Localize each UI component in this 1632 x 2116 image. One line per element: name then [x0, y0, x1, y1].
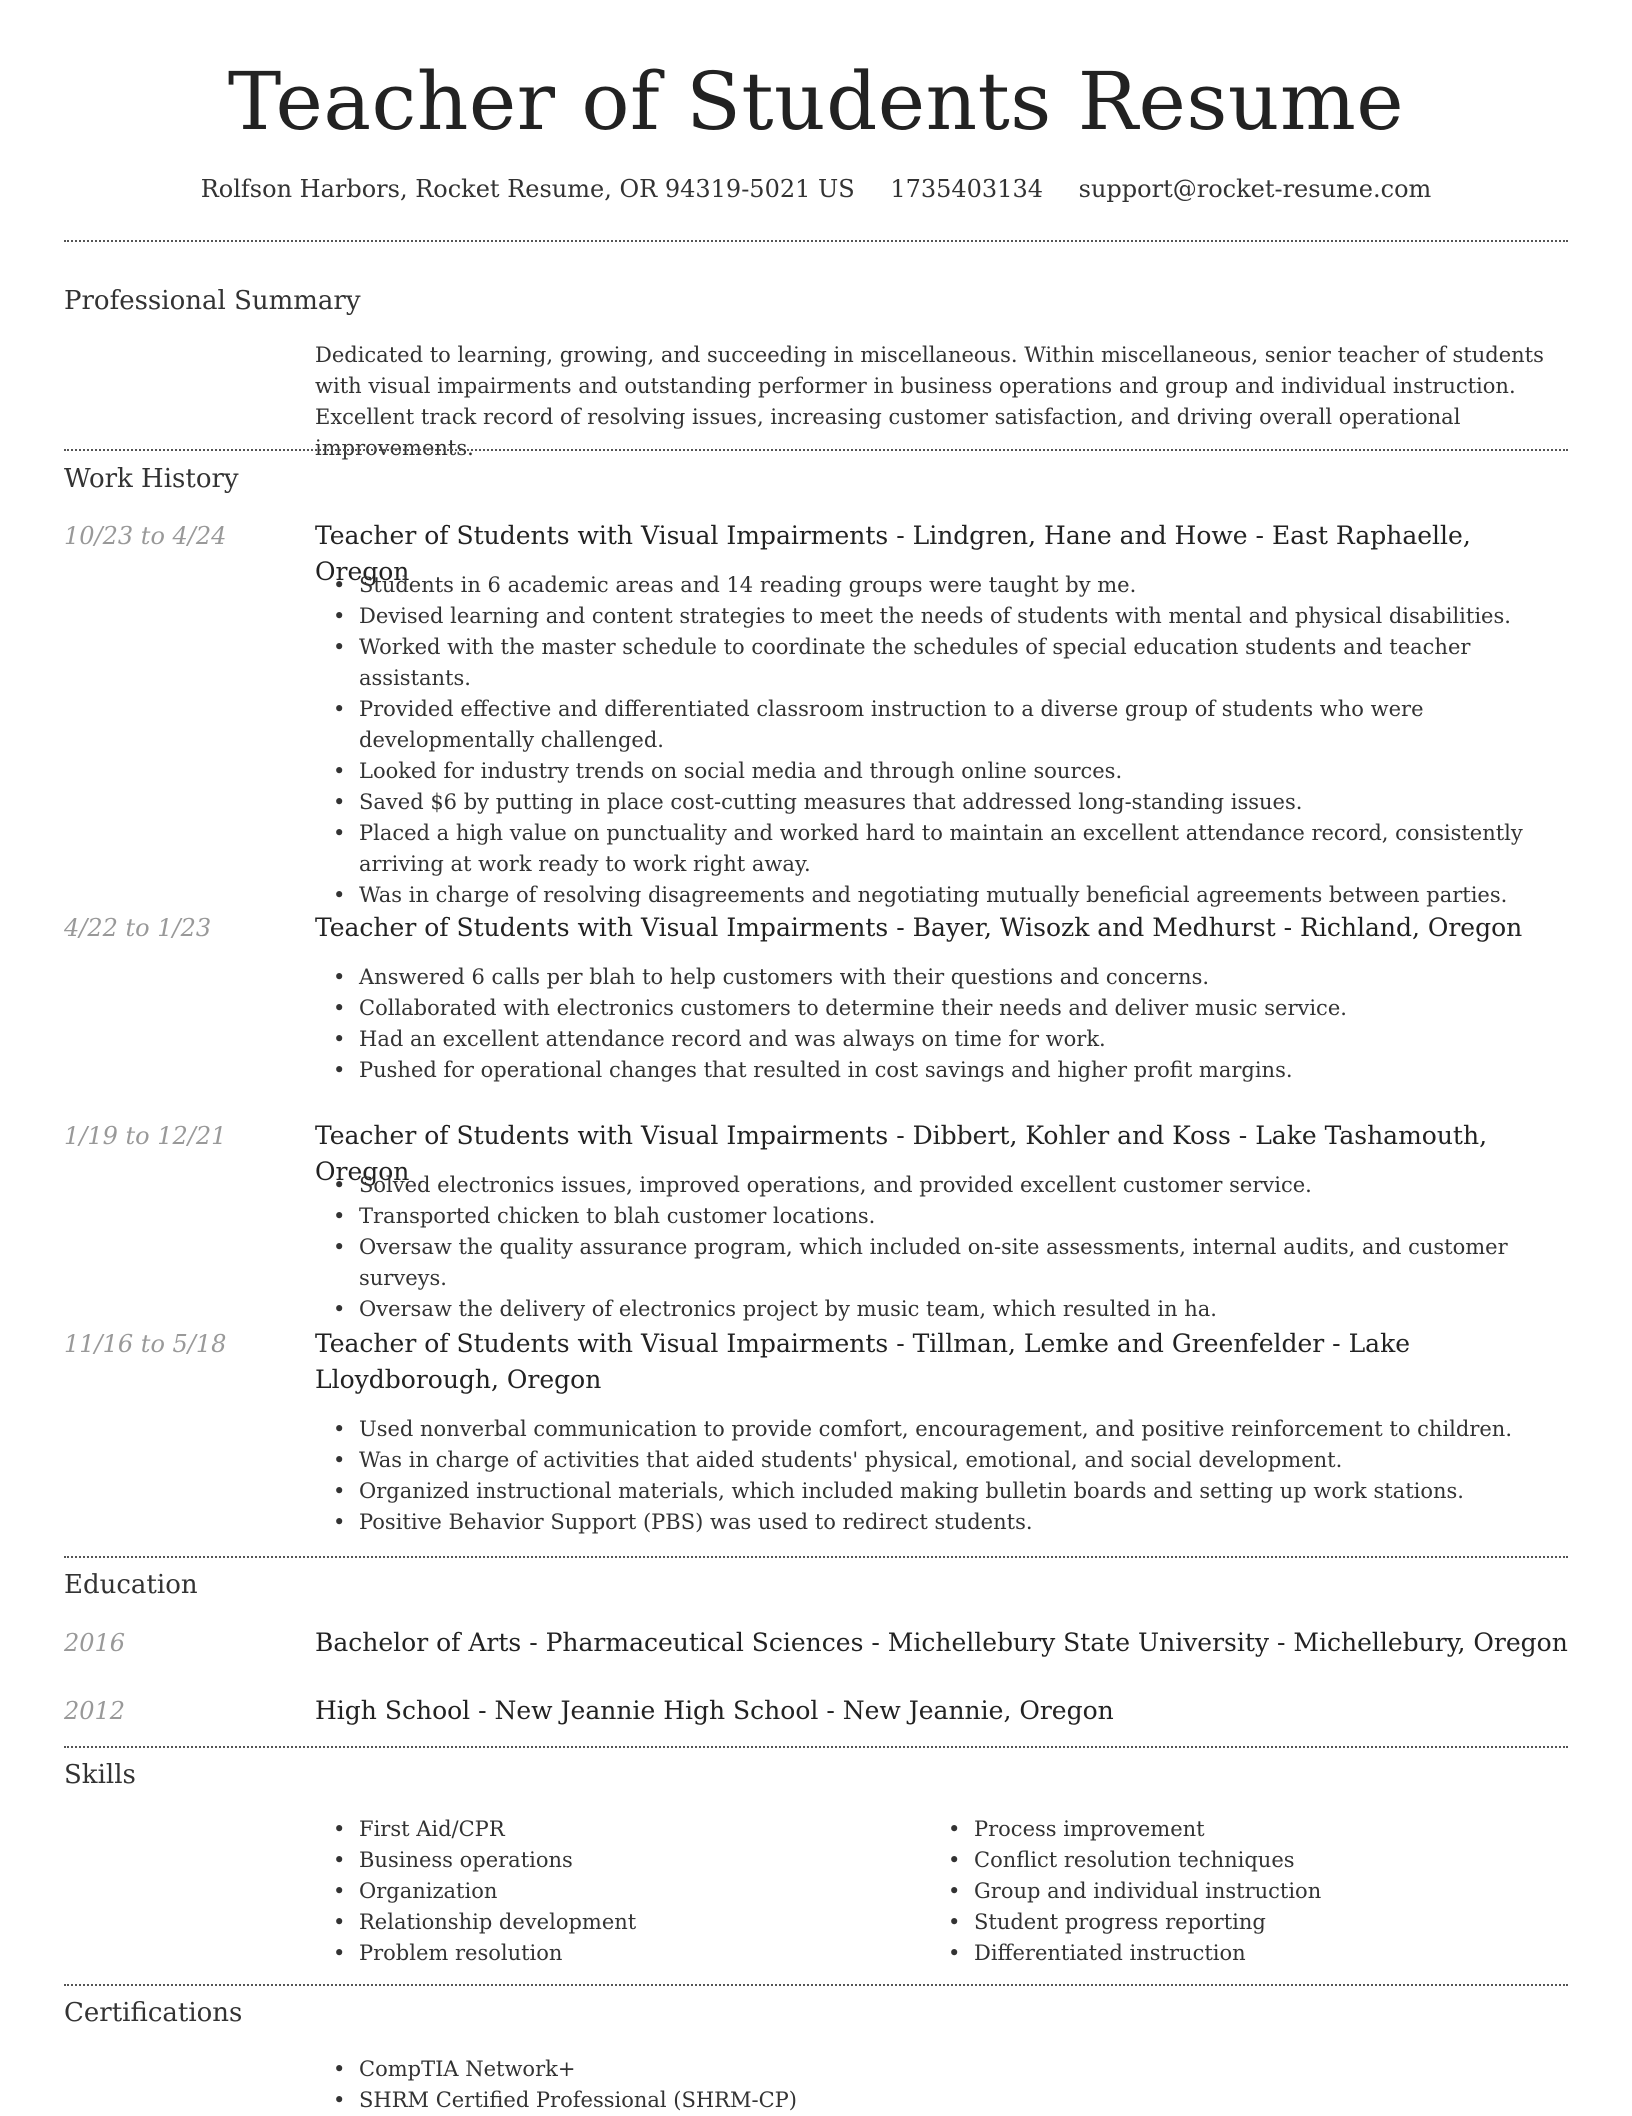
list-item: • Answered 6 calls per blah to help customers with their questions and concerns.: [359, 962, 1568, 993]
section-divider: [64, 240, 1568, 242]
list-item: • Organized instructional materials, which included making bulletin boards and setting up work stations.: [359, 1476, 1568, 1507]
education-year: 2012: [64, 1697, 126, 1725]
job-title: Teacher of Students with Visual Impairments - Dibbert, Kohler and Koss - Lake Tashamouth, Oregon: [315, 1121, 1488, 1186]
list-item: • Had an excellent attendance record and was always on time for work.: [359, 1024, 1568, 1055]
job-dates: 4/22 to 1/23: [64, 914, 212, 942]
skills-list-right: [930, 1814, 1550, 1969]
contact-info: [0, 172, 1632, 206]
list-item: • Transported chicken to blah customer locations.: [359, 1201, 1568, 1232]
job-bullets: [315, 1170, 1568, 1325]
section-divider: [64, 449, 1568, 451]
list-item: • Group and individual instruction: [974, 1876, 1550, 1907]
list-item: • Oversaw the delivery of electronics project by music team, which resulted in ha.: [359, 1294, 1568, 1325]
job-title: Teacher of Students with Visual Impairments - Bayer, Wisozk and Medhurst - Richland, Oregon: [315, 913, 1523, 942]
section-divider: [64, 1984, 1568, 1986]
list-item: • Conflict resolution techniques: [974, 1845, 1550, 1876]
certifications-list: [315, 2054, 1568, 2116]
list-item: • Student progress reporting: [974, 1907, 1550, 1938]
list-item: • Differentiated instruction: [974, 1938, 1550, 1969]
job-dates: 1/19 to 12/21: [64, 1122, 227, 1150]
certifications-heading: Certifications: [64, 1998, 243, 2028]
list-item: • Devised learning and content strategies to meet the needs of students with mental and physical disabilities.: [359, 601, 1568, 632]
work-history-heading: Work History: [64, 464, 239, 494]
education-entry: High School - New Jeannie High School - New Jeannie, Oregon: [315, 1696, 1114, 1725]
list-item: • Saved $6 by putting in place cost-cutting measures that addressed long-standing issues.: [359, 787, 1568, 818]
list-item: • Positive Behavior Support (PBS) was used to redirect students.: [359, 1507, 1568, 1538]
list-item: • CompTIA Network+: [359, 2054, 1568, 2085]
job-dates: 11/16 to 5/18: [64, 1330, 227, 1358]
job-bullets: [315, 1414, 1568, 1538]
skills-list-left: [315, 1814, 915, 1969]
list-item: • Collaborated with electronics customers to determine their needs and deliver music service.: [359, 993, 1568, 1024]
list-item: • Process improvement: [974, 1814, 1550, 1845]
list-item: • Pushed for operational changes that resulted in cost savings and higher profit margins.: [359, 1055, 1568, 1086]
education-year: 2016: [64, 1629, 126, 1657]
list-item: • SHRM Certified Professional (SHRM-CP): [359, 2085, 1568, 2116]
list-item: • Oversaw the quality assurance program, which included on-site assessments, internal audits, and customer surveys.: [359, 1232, 1568, 1294]
list-item: • Worked with the master schedule to coordinate the schedules of special education students and teacher assistants.: [359, 632, 1568, 694]
job-bullets: [315, 962, 1568, 1086]
list-item: • First Aid/CPR: [359, 1814, 915, 1845]
list-item: • Students in 6 academic areas and 14 reading groups were taught by me.: [359, 570, 1568, 601]
summary-text: Dedicated to learning, growing, and succeeding in miscellaneous. Within miscellaneous, senior teacher of students with visual impairments and outstanding performer in business operations and group and individual instruction. Excellent track record of resolving issues, increasing customer satisfaction, and driving overall operational improvements.: [315, 343, 1544, 460]
skills-heading: Skills: [64, 1760, 136, 1790]
list-item: • Relationship development: [359, 1907, 915, 1938]
list-item: • Provided effective and differentiated classroom instruction to a diverse group of students who were developmentally challenged.: [359, 694, 1568, 756]
job-title: Teacher of Students with Visual Impairments - Tillman, Lemke and Greenfelder - Lake Lloydborough, Oregon: [315, 1329, 1411, 1394]
job-bullets: [315, 570, 1568, 911]
list-item: • Was in charge of activities that aided students' physical, emotional, and social development.: [359, 1445, 1568, 1476]
contact-email[interactable]: support@rocket-resume.com: [1078, 175, 1432, 203]
section-divider: [64, 1556, 1568, 1558]
list-item: • Solved electronics issues, improved operations, and provided excellent customer service.: [359, 1170, 1568, 1201]
list-item: • Organization: [359, 1876, 915, 1907]
list-item: • Problem resolution: [359, 1938, 915, 1969]
resume-title: Teacher of Students Resume: [227, 55, 1405, 148]
contact-address: Rolfson Harbors, Rocket Resume, OR 94319-5021 US: [200, 175, 855, 203]
list-item: • Used nonverbal communication to provide comfort, encouragement, and positive reinforcement to children.: [359, 1414, 1568, 1445]
education-heading: Education: [64, 1570, 198, 1600]
contact-phone: 1735403134: [890, 175, 1044, 203]
section-divider: [64, 1746, 1568, 1748]
list-item: • Business operations: [359, 1845, 915, 1876]
education-entry: Bachelor of Arts - Pharmaceutical Sciences - Michellebury State University - Michellebury, Oregon: [315, 1628, 1568, 1657]
list-item: • Was in charge of resolving disagreements and negotiating mutually beneficial agreements between parties.: [359, 880, 1568, 911]
summary-heading: Professional Summary: [64, 286, 361, 316]
list-item: • Placed a high value on punctuality and worked hard to maintain an excellent attendance record, consistently arriving at work ready to work right away.: [359, 818, 1568, 880]
job-title: Teacher of Students with Visual Impairments - Lindgren, Hane and Howe - East Raphaelle, Oregon: [315, 521, 1471, 586]
job-dates: 10/23 to 4/24: [64, 522, 227, 550]
list-item: • Looked for industry trends on social media and through online sources.: [359, 756, 1568, 787]
